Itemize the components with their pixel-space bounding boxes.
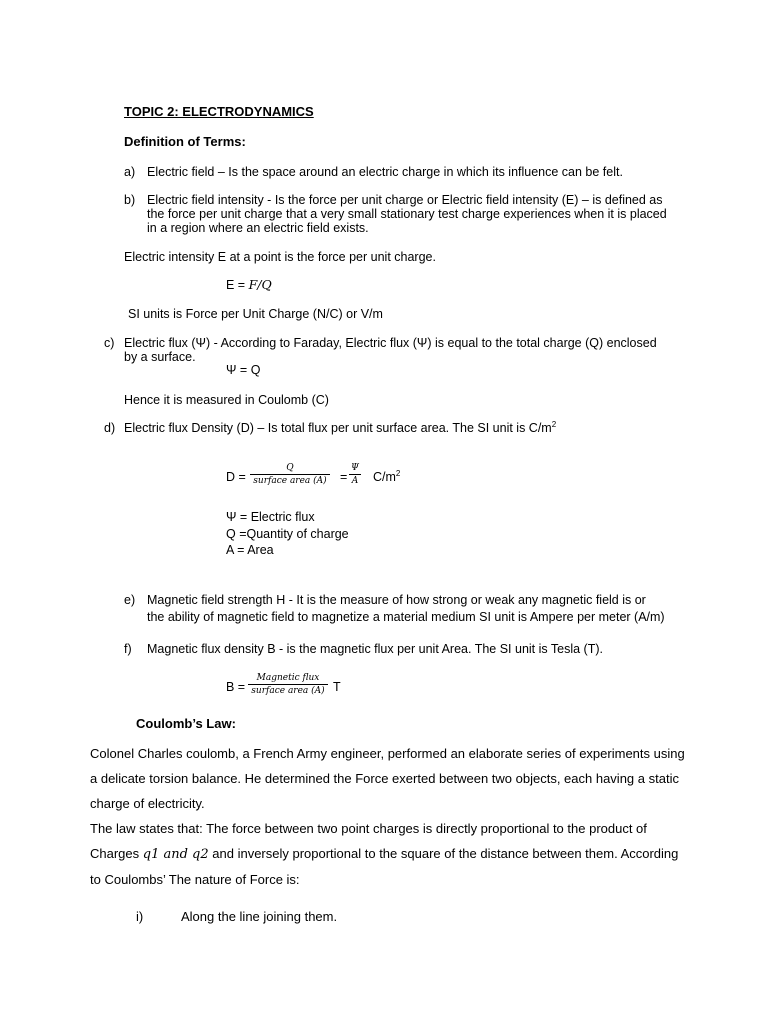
item-a-marker: a): [124, 165, 136, 179]
item-d-sup: 2: [551, 419, 557, 429]
formula-e-rhs: F/Q: [248, 277, 272, 292]
nature-item-i-text: Along the line joining them.: [181, 909, 338, 924]
formula-e: [226, 278, 272, 292]
paragraph-2-end: and inversely proportional to the square of the distance between them. According to Coulombs’ The nature of Force is:: [90, 846, 679, 887]
definitions-heading: Definition of Terms:: [124, 134, 246, 149]
formula-b-unit: T: [333, 680, 341, 694]
paragraph-1: Colonel Charles coulomb, a French Army engineer, performed an elaborate series of experiments using a delicate torsion balance. He determined the Force exerted between two objects, each having a static charge of electricity.: [90, 746, 685, 811]
nature-item-i-marker: i): [136, 909, 144, 924]
item-b-line-2: the force per unit charge that a very small stationary test charge experiences when it is placed: [147, 207, 667, 221]
item-c-line-2: by a surface.: [124, 350, 196, 364]
item-f-text: Magnetic flux density B - is the magnetic flux per unit Area. The SI unit is Tesla (T).: [147, 642, 603, 656]
item-d-marker: d): [104, 421, 116, 435]
formula-d-lhs: D =: [226, 470, 246, 484]
item-d-text: [124, 421, 556, 435]
legend-psi: Ψ = Electric flux: [226, 510, 315, 524]
item-c-line-1: Electric flux (Ψ) - According to Faraday, Electric flux (Ψ) is equal to the total charge (Q) enclosed: [124, 336, 657, 350]
formula-b-num: Magnetic flux: [256, 673, 320, 683]
intensity-text: Electric intensity E at a point is the force per unit charge.: [124, 250, 436, 264]
item-b-marker: b): [124, 193, 136, 207]
legend-a: A = Area: [226, 543, 274, 557]
formula-d-fraction-1: [250, 463, 330, 487]
formula-d-frac2-num: Ψ: [351, 463, 359, 473]
formula-b-lhs: B =: [226, 680, 246, 694]
item-e-marker: e): [124, 593, 136, 607]
paragraph-2-math: q1 and q2: [142, 847, 209, 862]
formula-d-frac1-den: surface area (A): [250, 474, 330, 487]
formula-d-frac2-den: A: [349, 474, 361, 487]
si-units-text: SI units is Force per Unit Charge (N/C) or V/m: [128, 307, 383, 321]
formula-b-den: surface area (A): [248, 684, 328, 697]
item-b-line-3: in a region where an electric field exists.: [147, 221, 369, 235]
formula-b-fraction: [248, 673, 328, 697]
coulomb-text: Hence it is measured in Coulomb (C): [124, 393, 329, 407]
item-b-line-1: Electric field intensity - Is the force per unit charge or Electric field intensity (E) – is defined as: [147, 193, 663, 207]
paragraph-2: [90, 816, 690, 892]
formula-d-unit-text: C/m: [373, 470, 396, 484]
page-heading: TOPIC 2: ELECTRODYNAMICS: [124, 104, 314, 119]
item-c-marker: c): [104, 336, 115, 350]
formula-d-unit-sup: 2: [395, 468, 401, 478]
item-a-text: Electric field – Is the space around an electric charge in which its influence can be felt.: [147, 165, 623, 179]
item-e-line-1: Magnetic field strength H - It is the measure of how strong or weak any magnetic field is or: [147, 593, 646, 607]
formula-d-unit: [373, 470, 400, 484]
paragraph-2-start: The law states that: The force between two point charges is directly proportional to the product of Charges: [90, 821, 647, 861]
formula-d-eq: =: [340, 470, 348, 484]
legend-q: Q =Quantity of charge: [226, 527, 349, 541]
item-d-text-main: Electric flux Density (D) – Is total flux per unit surface area. The SI unit is C/m: [124, 421, 552, 435]
formula-d-frac1-num: Q: [286, 463, 294, 473]
coulombs-law-heading: Coulomb’s Law:: [136, 716, 236, 731]
formula-e-lhs: E =: [226, 278, 249, 292]
formula-d-fraction-2: [349, 463, 361, 487]
item-f-marker: f): [124, 642, 132, 656]
formula-psi: Ψ = Q: [226, 363, 261, 377]
item-e-line-2: the ability of magnetic field to magnetize a material medium SI unit is Ampere per meter (A/m): [147, 610, 665, 624]
